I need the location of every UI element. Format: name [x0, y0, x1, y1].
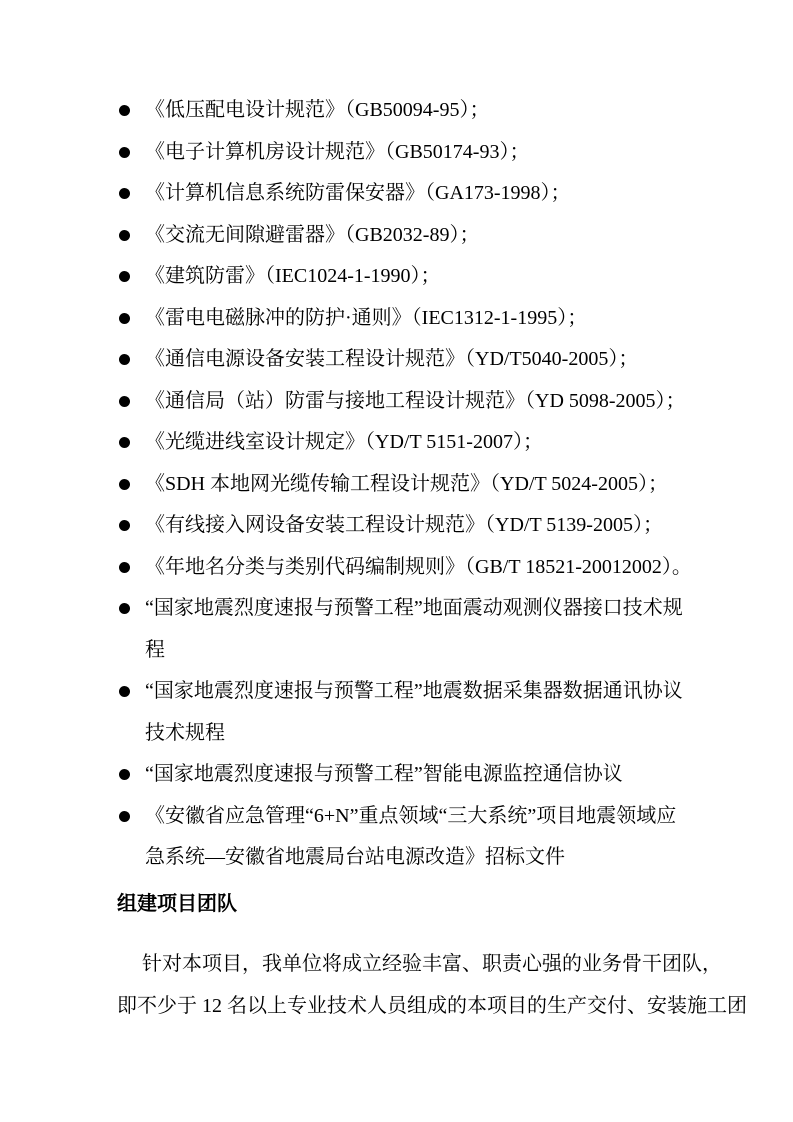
bullet-icon: [119, 313, 130, 324]
list-item-line: “国家地震烈度速报与预警工程”地震数据采集器数据通讯协议: [145, 680, 683, 702]
list-item: [117, 90, 753, 132]
list-item: [117, 298, 753, 340]
list-item-line: 《计算机信息系统防雷保安器》（GA173-1998）；: [145, 182, 571, 204]
bullet-icon: [119, 105, 130, 116]
list-item-line: 《雷电电磁脉冲的防护·通则》（IEC1312-1-1995）；: [145, 306, 588, 329]
list-item-line: 《通信局（站）防雷与接地工程设计规范》（YD 5098-2005）；: [145, 389, 686, 412]
bullet-icon: [119, 437, 130, 448]
list-item: [117, 671, 753, 754]
bullet-icon: [119, 686, 130, 697]
list-item-line: 技术规程: [145, 721, 225, 744]
list-item-line: 《安徽省应急管理“6+N”重点领域“三大系统”项目地震领域应: [145, 804, 677, 827]
list-item-line: “国家地震烈度速报与预警工程”地面震动观测仪器接口技术规: [145, 597, 683, 619]
list-item: [117, 754, 753, 796]
bullet-icon: [119, 354, 130, 365]
bullet-icon: [119, 271, 130, 282]
list-item-line: 《年地名分类与类别代码编制规则》（GB/T 18521-20012002）。: [145, 555, 692, 578]
body-paragraph: [117, 944, 753, 1027]
list-item-line: 《有线接入网设备安装工程设计规范》（YD/T 5139-2005）；: [145, 514, 663, 536]
bullet-icon: [119, 230, 130, 241]
list-item: [117, 339, 753, 381]
list-item: [117, 381, 753, 423]
list-item: [117, 505, 753, 547]
bullet-icon: [119, 396, 130, 407]
list-item-line: 《低压配电设计规范》（GB50094-95）；: [145, 99, 490, 121]
bullet-icon: [119, 811, 130, 822]
list-item-line: 《建筑防雷》（IEC1024-1-1990）；: [145, 265, 441, 287]
paragraph-line: 针对本项目，我单位将成立经验丰富、职责心强的业务骨干团队，: [142, 953, 722, 975]
bullet-icon: [119, 603, 130, 614]
section-heading: 组建项目团队: [117, 892, 237, 915]
paragraph-line: 即不少于 12 名以上专业技术人员组成的本项目的生产交付、安装施工团: [117, 994, 747, 1017]
bullet-icon: [119, 188, 130, 199]
list-item: [117, 547, 753, 589]
list-item: [117, 256, 753, 298]
list-item: [117, 464, 753, 506]
list-item: [117, 422, 753, 464]
list-item-line: 《交流无间隙避雷器》（GB2032-89）；: [145, 223, 480, 246]
list-item-line: “国家地震烈度速报与预警工程”智能电源监控通信协议: [145, 763, 623, 785]
list-item: [117, 173, 753, 215]
list-item-line: 《通信电源设备安装工程设计规范》（YD/T5040-2005）；: [145, 348, 639, 370]
bullet-icon: [119, 520, 130, 531]
list-item: [117, 796, 753, 879]
list-item-line: 《光缆进线室设计规定》（YD/T 5151-2007）；: [145, 431, 543, 453]
bullet-icon: [119, 479, 130, 490]
list-item-line: 《SDH 本地网光缆传输工程设计规范》（YD/T 5024-2005）；: [145, 472, 668, 495]
list-item: [117, 588, 753, 671]
list-item-line: 《电子计算机房设计规范》（GB50174-93）；: [145, 140, 530, 163]
bullet-icon: [119, 769, 130, 780]
bullet-icon: [119, 562, 130, 573]
list-item: [117, 132, 753, 174]
list-item-line: 程: [145, 638, 165, 661]
bullet-icon: [119, 147, 130, 158]
list-item: [117, 215, 753, 257]
list-item-line: 急系统—安徽省地震局台站电源改造》招标文件: [145, 846, 565, 868]
